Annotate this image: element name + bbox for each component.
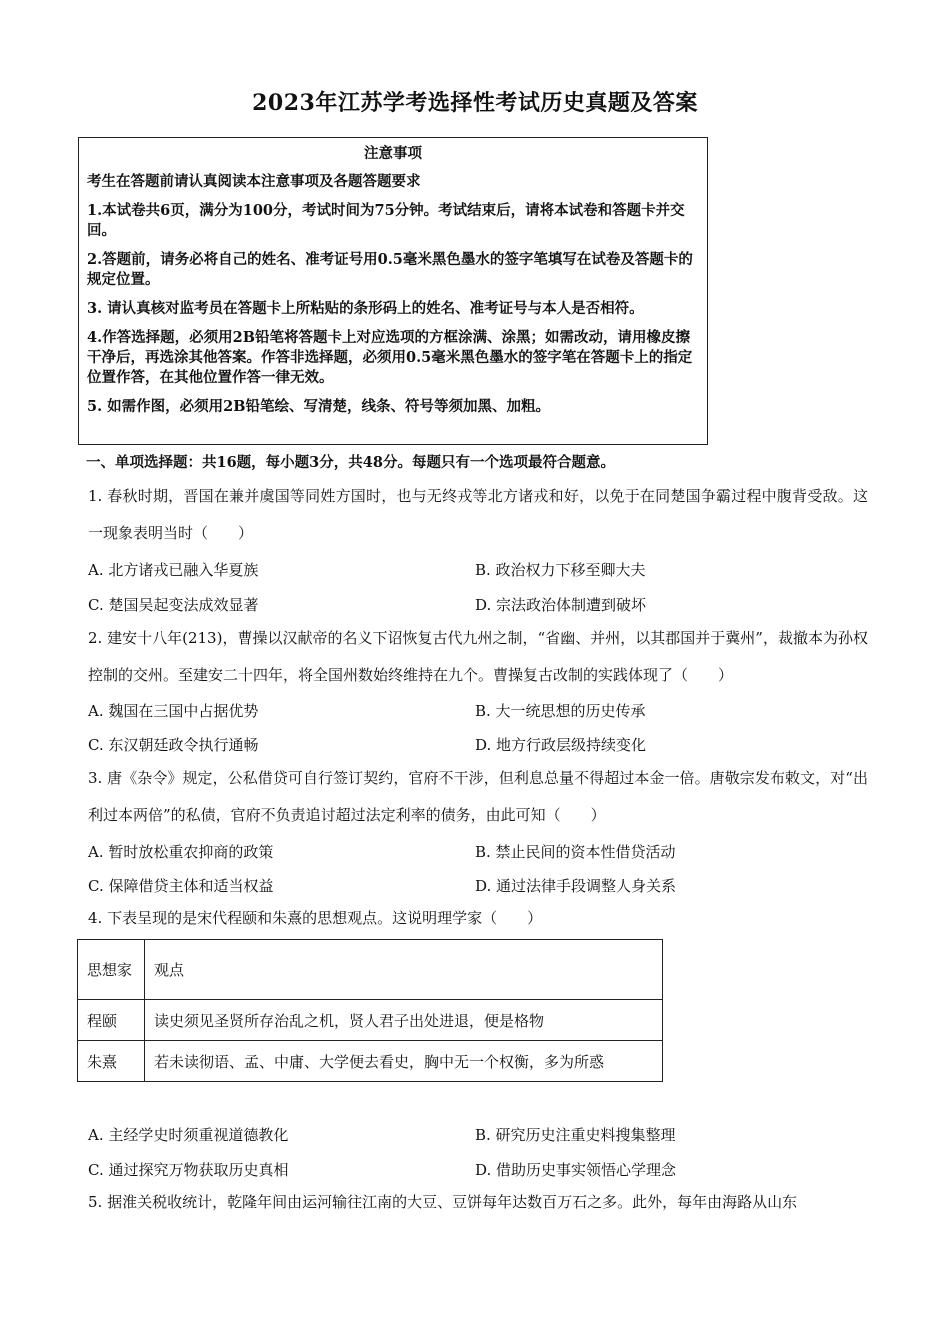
question-4-option-a: A. 主经学史时须重视道德教化: [88, 1126, 289, 1144]
question-1-option-c: C. 楚国吴起变法成效显著: [88, 596, 259, 614]
question-3-option-a: A. 暂时放松重农抑商的政策: [88, 843, 274, 861]
table-cell: 若未读彻语、孟、中庸、大学便去看史，胸中无一个权衡，多为所惑: [145, 1041, 663, 1082]
page-title: 2023年江苏学考选择性考试历史真题及答案: [252, 90, 698, 116]
question-4-option-b: B. 研究历史注重史料搜集整理: [475, 1126, 676, 1144]
notice-intro: 考生在答题前请认真阅读本注意事项及各题答题要求: [87, 173, 421, 190]
table-header-row: [78, 940, 663, 1000]
question-stem-4: 4. 下表呈现的是宋代程颐和朱熹的思想观点。这说明理学家（ ）: [88, 909, 543, 927]
table-header-cell: 观点: [145, 940, 663, 1000]
question-4-option-c: C. 通过探究万物获取历史真相: [88, 1161, 289, 1179]
table-cell: 程颐: [78, 1000, 145, 1041]
section-heading: 一、单项选择题：共16题，每小题3分，共48分。每题只有一个选项最符合题意。: [86, 454, 615, 471]
question-4-option-d: D. 借助历史事实领悟心学理念: [475, 1161, 677, 1179]
question-stem-2: 2. 建安十八年(213)，曹操以汉献帝的名义下诏恢复古代九州之制，“省幽、并州，以其郡国并于冀州”，裁撤本为孙权控制的交州。至建安二十四年，将全国州数始终维持在九个。曹操复古改制的实践体现了（ ）: [88, 629, 868, 684]
notice-item: 1.本试卷共6页，满分为100分，考试时间为75分钟。考试结束后，请将本试卷和答题卡并交回。: [87, 202, 685, 239]
question-2-option-b: B. 大一统思想的历史传承: [475, 702, 646, 720]
notice-item: 3. 请认真核对监考员在答题卡上所粘贴的条形码上的姓名、准考证号与本人是否相符。: [87, 300, 644, 317]
question-3-option-c: C. 保障借贷主体和适当权益: [88, 877, 274, 895]
question-1-option-d: D. 宗法政治体制遭到破坏: [475, 596, 647, 614]
notice-box: [78, 137, 708, 445]
table-row: [78, 1041, 663, 1082]
question-3-option-b: B. 禁止民间的资本性借贷活动: [475, 843, 676, 861]
table-cell: 读史须见圣贤所存治乱之机，贤人君子出处进退，便是格物: [145, 1000, 663, 1041]
question-3-option-d: D. 通过法律手段调整人身关系: [475, 877, 677, 895]
table-cell: 朱熹: [78, 1041, 145, 1082]
question-stem-3: 3. 唐《杂令》规定，公私借贷可自行签订契约，官府不干涉，但利息总量不得超过本金一倍。唐敬宗发布敕文，对“出利过本两倍”的私债，官府不负责追讨超过法定利率的债务，由此可知（ ）: [88, 769, 868, 824]
notice-item: 2.答题前，请务必将自己的姓名、准考证号用0.5毫米黑色墨水的签字笔填写在试卷及答题卡的规定位置。: [87, 251, 693, 288]
notice-item: 5. 如需作图，必须用2B铅笔绘、写清楚，线条、符号等须加黑、加粗。: [87, 398, 551, 415]
table-row: [78, 1000, 663, 1041]
question-2-option-a: A. 魏国在三国中占据优势: [88, 702, 259, 720]
question-2-option-d: D. 地方行政层级持续变化: [475, 736, 647, 754]
notice-item: 4.作答选择题，必须用2B铅笔将答题卡上对应选项的方框涂满、涂黑；如需改动，请用橡皮擦干净后，再选涂其他答案。作答非选择题，必须用0.5毫米黑色墨水的签字笔在答题卡上的指定位置作答，在其他位置作答一律无效。: [87, 329, 693, 386]
question-2-option-c: C. 东汉朝廷政令执行通畅: [88, 736, 259, 754]
question-stem-1: 1. 春秋时期，晋国在兼并虞国等同姓方国时，也与无终戎等北方诸戎和好，以免于在同楚国争霸过程中腹背受敌。这一现象表明当时（ ）: [88, 487, 868, 542]
question-1-option-a: A. 北方诸戎已融入华夏族: [88, 561, 259, 579]
question-4-table: [77, 939, 663, 1082]
question-stem-5: 5. 据淮关税收统计，乾隆年间由运河输往江南的大豆、豆饼每年达数百万石之多。此外，每年由海路从山东: [88, 1193, 798, 1211]
notice-heading: 注意事项: [364, 145, 422, 162]
question-1-option-b: B. 政治权力下移至卿大夫: [475, 561, 646, 579]
table-header-cell: 思想家: [78, 940, 145, 1000]
